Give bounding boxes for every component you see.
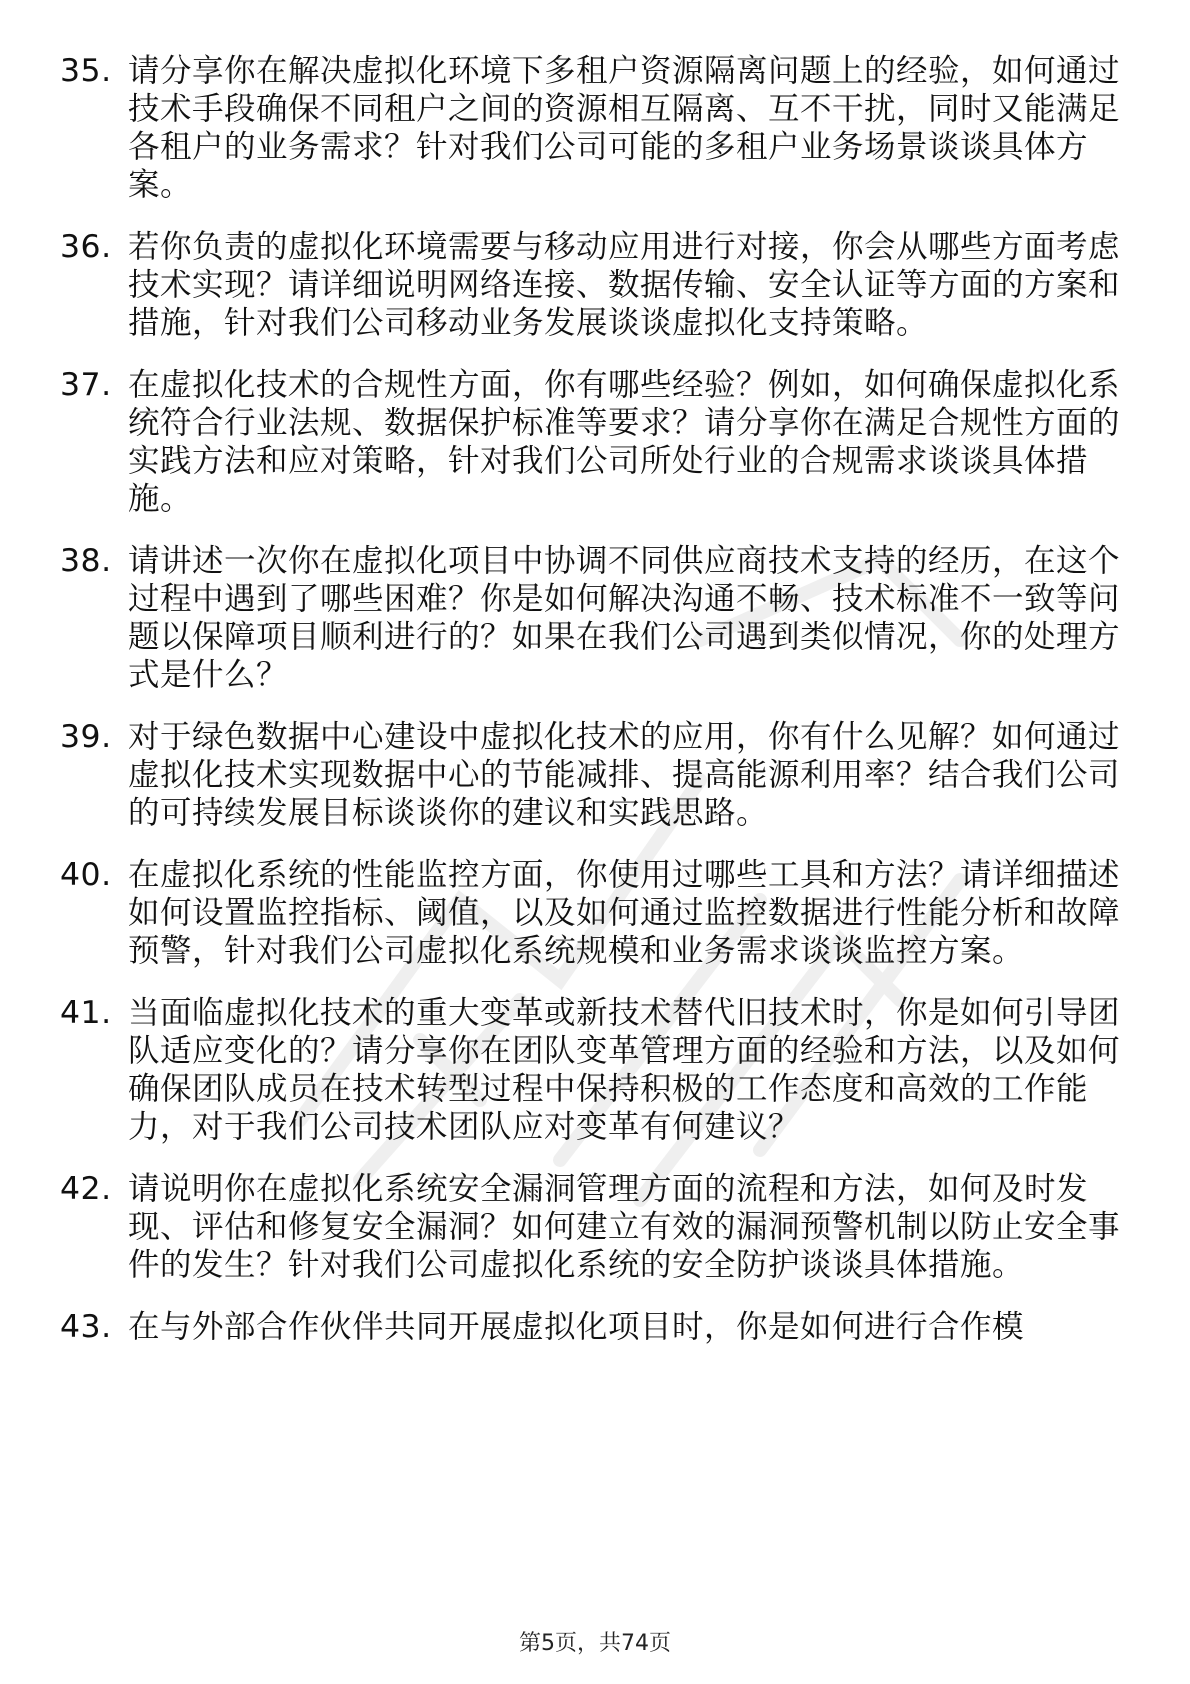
question-item (60, 994, 1120, 1146)
question-text: 请分享你在解决虚拟化环境下多租户资源隔离问题上的经验，如何通过技术手段确保不同租户之间的资源相互隔离、互不干扰，同时又能满足各租户的业务需求？针对我们公司可能的多租户业务场景谈谈具体方案。 (128, 53, 1121, 203)
question-item (60, 228, 1120, 342)
question-number: 38. (60, 543, 112, 579)
question-number: 37. (60, 367, 112, 403)
question-text: 在与外部合作伙伴共同开展虚拟化项目时，你是如何进行合作模 (128, 1309, 1025, 1345)
question-text: 对于绿色数据中心建设中虚拟化技术的应用，你有什么见解？如何通过虚拟化技术实现数据中心的节能减排、提高能源利用率？结合我们公司的可持续发展目标谈谈你的建议和实践思路。 (128, 719, 1121, 831)
question-text: 在虚拟化技术的合规性方面，你有哪些经验？例如，如何确保虚拟化系统符合行业法规、数据保护标准等要求？请分享你在满足合规性方面的实践方法和应对策略，针对我们公司所处行业的合规需求谈谈具体措施。 (128, 367, 1121, 517)
question-list (60, 52, 1120, 1370)
question-item (60, 52, 1120, 204)
question-number: 42. (60, 1171, 112, 1207)
question-item (60, 542, 1120, 694)
question-text: 若你负责的虚拟化环境需要与移动应用进行对接，你会从哪些方面考虑技术实现？请详细说明网络连接、数据传输、安全认证等方面的方案和措施，针对我们公司移动业务发展谈谈虚拟化支持策略。 (128, 229, 1121, 341)
question-number: 40. (60, 857, 112, 893)
question-number: 35. (60, 53, 112, 89)
question-number: 41. (60, 995, 112, 1031)
question-text: 在虚拟化系统的性能监控方面，你使用过哪些工具和方法？请详细描述如何设置监控指标、阈值，以及如何通过监控数据进行性能分析和故障预警，针对我们公司虚拟化系统规模和业务需求谈谈监控方案。 (128, 857, 1121, 969)
question-item (60, 1308, 1120, 1346)
question-number: 39. (60, 719, 112, 755)
question-text: 请说明你在虚拟化系统安全漏洞管理方面的流程和方法，如何及时发现、评估和修复安全漏洞？如何建立有效的漏洞预警机制以防止安全事件的发生？针对我们公司虚拟化系统的安全防护谈谈具体措施。 (128, 1171, 1121, 1283)
question-number: 36. (60, 229, 112, 265)
question-item (60, 1170, 1120, 1284)
question-item (60, 366, 1120, 518)
question-item (60, 856, 1120, 970)
question-item (60, 718, 1120, 832)
question-number: 43. (60, 1309, 112, 1345)
page-footer: 第5页，共74页 (519, 1631, 671, 1656)
question-text: 请讲述一次你在虚拟化项目中协调不同供应商技术支持的经历，在这个过程中遇到了哪些困难？你是如何解决沟通不畅、技术标准不一致等问题以保障项目顺利进行的？如果在我们公司遇到类似情况，你的处理方式是什么？ (128, 543, 1121, 693)
question-text: 当面临虚拟化技术的重大变革或新技术替代旧技术时，你是如何引导团队适应变化的？请分享你在团队变革管理方面的经验和方法，以及如何确保团队成员在技术转型过程中保持积极的工作态度和高效的工作能力，对于我们公司技术团队应对变革有何建议？ (128, 995, 1121, 1145)
